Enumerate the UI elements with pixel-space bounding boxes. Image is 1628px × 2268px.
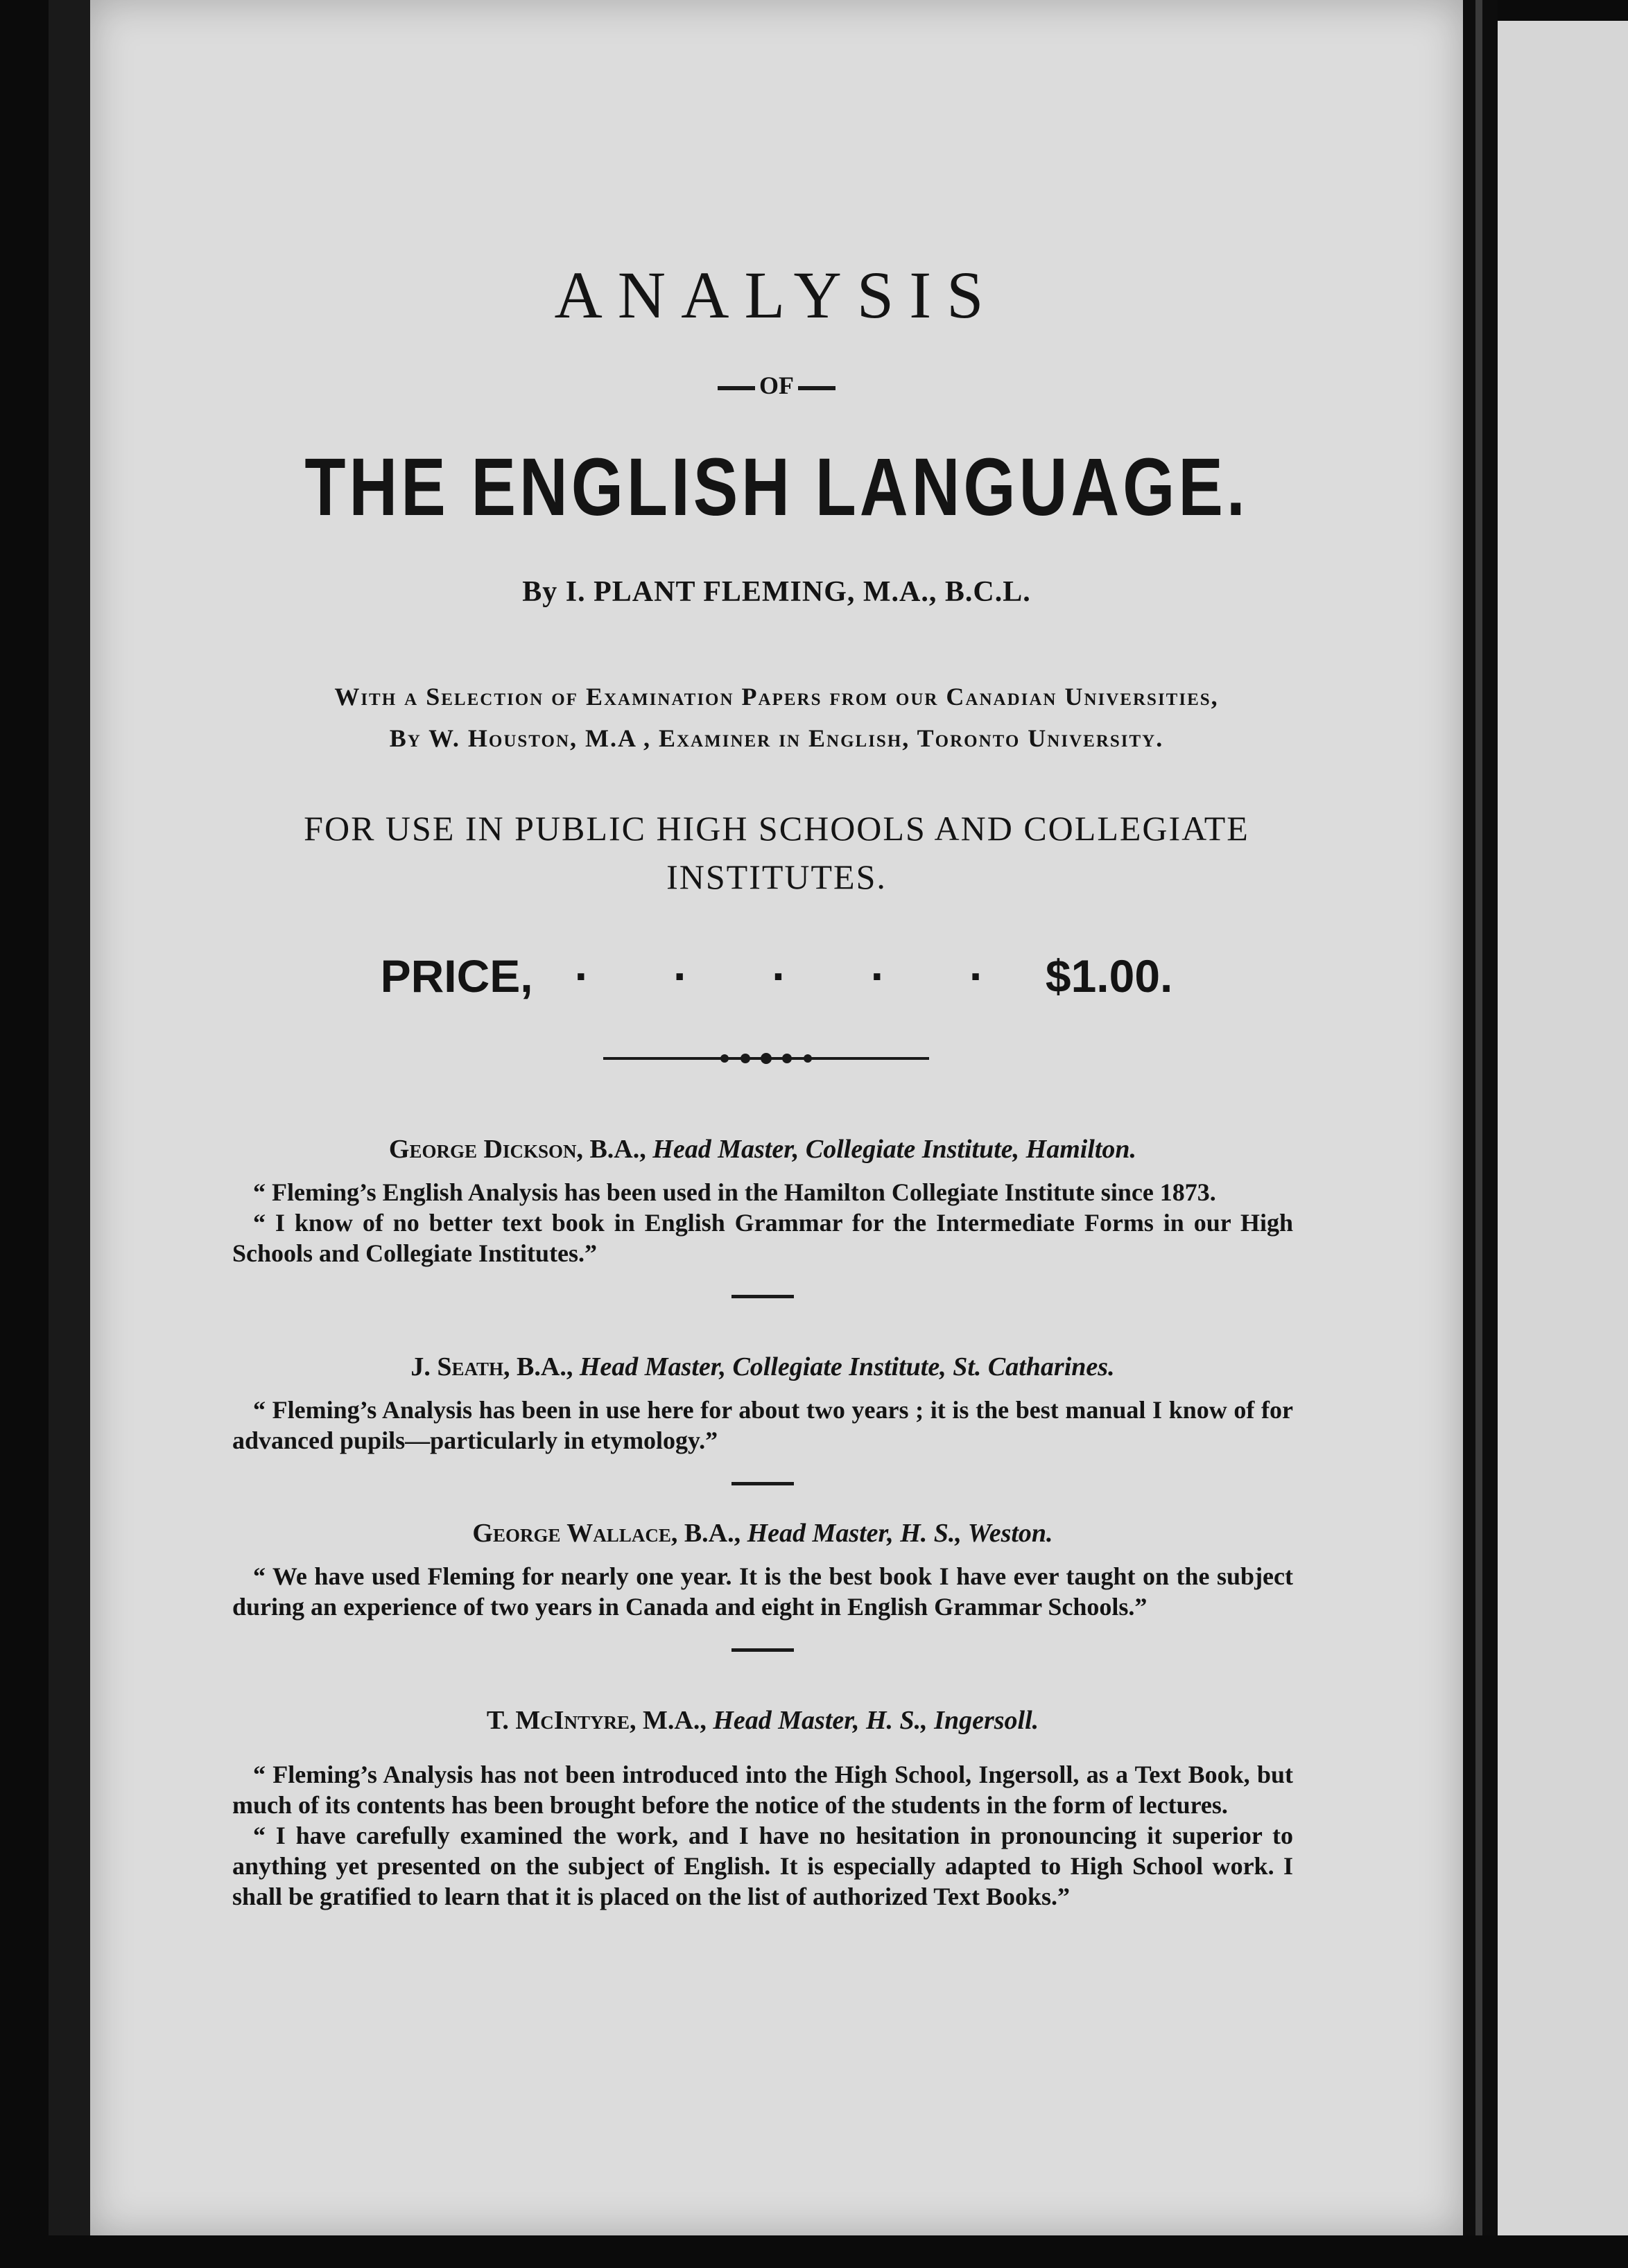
selection-line-2: By W. Houston, M.A , Examiner in English, Toronto University. — [389, 724, 1164, 752]
section-separator — [731, 1648, 794, 1652]
selection-line-1: With a Selection of Examination Papers from our Canadian Universities, — [334, 683, 1219, 710]
testimonial-quote: “ I have carefully examined the work, and I have no hesitation in pronouncing it superior to anything yet presented on the subject of English. It is especially adapted to High School work. I shall be gratified to learn that it is placed on the list of authorized Text Books.” — [232, 1822, 1293, 1910]
price-value: $1.00. — [1045, 950, 1173, 1002]
testimonial-role: Head Master, H. S., Ingersoll. — [713, 1706, 1039, 1735]
for-use-line — [90, 804, 1463, 901]
testimonial-role: Head Master, H. S., Weston. — [747, 1519, 1053, 1548]
testimonial-quote: “ Fleming’s Analysis has not been introduced into the High School, Ingersoll, as a Text Book, but much of its contents has been brought before the notice of the students in the form of lectures. — [232, 1761, 1293, 1819]
title-of — [90, 371, 1463, 400]
testimonial-heading — [232, 1352, 1293, 1382]
ornamental-rule — [603, 1049, 929, 1067]
testimonial-heading — [232, 1518, 1293, 1549]
dash-right — [798, 386, 835, 390]
main-title: THE ENGLISH LANGUAGE. — [304, 442, 1249, 533]
testimonial-role: Head Master, Collegiate Institute, Hamilton. — [652, 1135, 1137, 1164]
price-line — [90, 950, 1463, 1002]
spine-highlight — [1475, 0, 1482, 2268]
for-use-line-2: INSTITUTES. — [666, 857, 887, 896]
section-separator — [731, 1482, 794, 1485]
selection-note — [90, 676, 1463, 759]
testimonial-quote: “ I know of no better text book in English Grammar for the Intermediate Forms in our High Schools and Collegiate Institutes.” — [232, 1209, 1293, 1267]
section-separator — [731, 1295, 794, 1298]
testimonial-heading — [232, 1134, 1293, 1164]
testimonial-name: J. Seath, B.A., — [410, 1352, 573, 1381]
of-text: OF — [759, 372, 794, 399]
testimonial-seath — [232, 1352, 1293, 1485]
adjacent-page-edge — [1498, 21, 1628, 2268]
testimonial-mcintyre — [232, 1705, 1293, 1912]
testimonial-quote: “ Fleming’s English Analysis has been used in the Hamilton Collegiate Institute since 1873. — [253, 1178, 1216, 1206]
testimonial-name: George Dickson, B.A., — [388, 1135, 646, 1164]
testimonial-dickson — [232, 1134, 1293, 1298]
testimonial-quote: “ Fleming’s Analysis has been in use here for about two years ; it is the best manual I know of for advanced pupils—particularly in etymology.” — [232, 1396, 1293, 1454]
testimonial-wallace — [232, 1518, 1293, 1652]
testimonial-role: Head Master, Collegiate Institute, St. Catharines. — [579, 1352, 1115, 1381]
price-label: PRICE, — [380, 950, 533, 1002]
title-analysis: ANALYSIS — [554, 258, 999, 332]
for-use-line-1: FOR USE IN PUBLIC HIGH SCHOOLS AND COLLEGIATE — [304, 809, 1249, 848]
testimonial-name: T. McIntyre, M.A., — [486, 1706, 707, 1735]
dash-left — [718, 386, 755, 390]
testimonial-name: George Wallace, B.A., — [472, 1519, 741, 1548]
author-line: By I. PLANT FLEMING, M.A., B.C.L. — [522, 576, 1031, 608]
testimonial-heading — [232, 1705, 1293, 1736]
price-leader-dots: · · · · · — [574, 950, 1018, 1002]
testimonial-quote: “ We have used Fleming for nearly one year. It is the best book I have ever taught on the subject during an experience of two years in Canada and eight in English Grammar Schools.” — [232, 1562, 1293, 1621]
bottom-margin — [0, 2235, 1628, 2268]
